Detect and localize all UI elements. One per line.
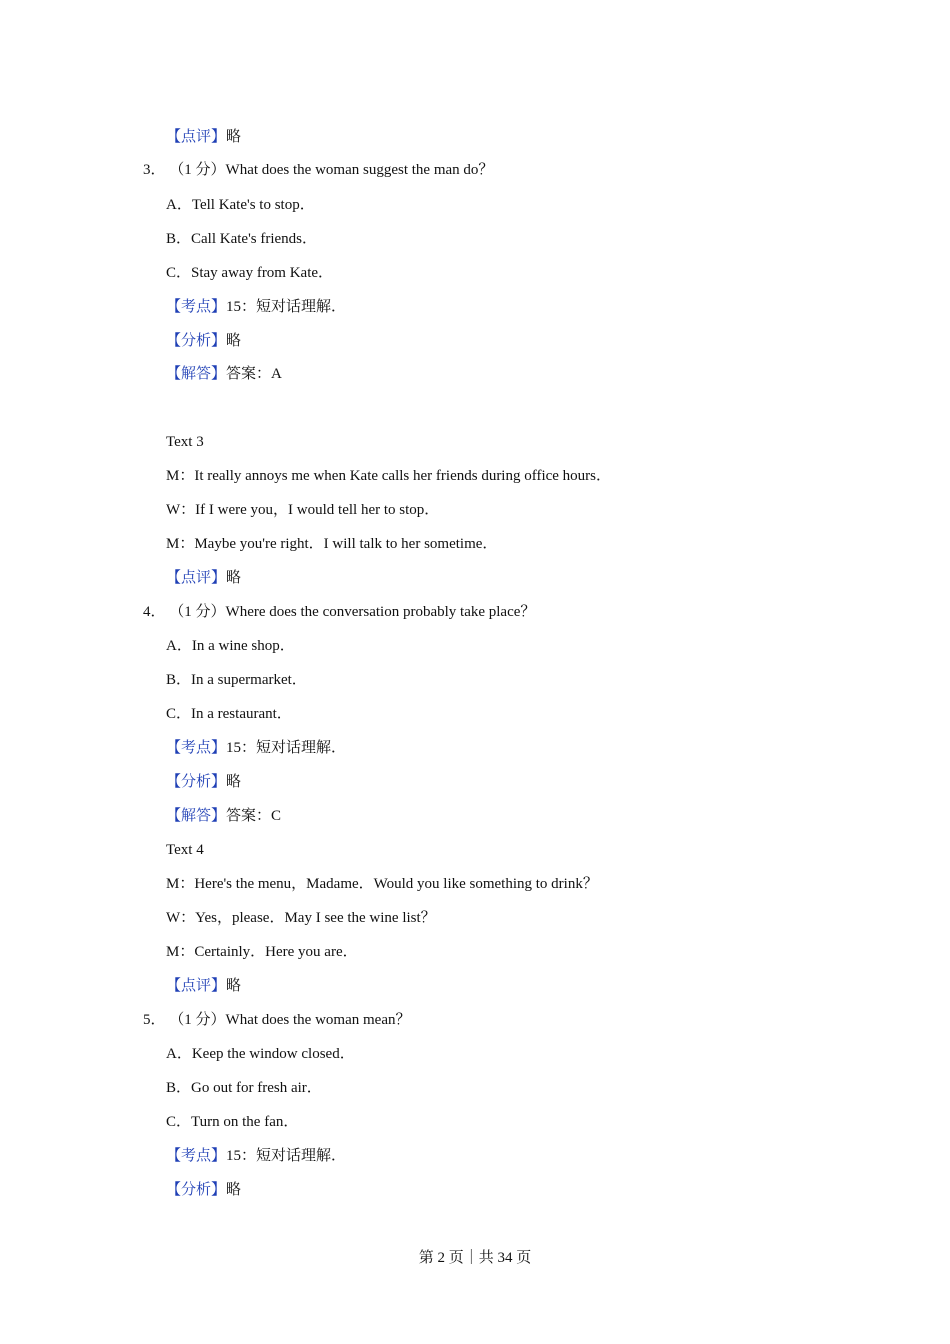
q5-point: 【考点】15：短对话理解． (166, 1148, 347, 1164)
q3-answer: 【解答】答案：A (166, 366, 282, 382)
q5-analysis: 【分析】略 (166, 1182, 242, 1198)
q3-analysis: 【分析】略 (166, 333, 242, 349)
q4-option-b: B．In a supermarket． (166, 672, 307, 688)
q4-transcript-line-3: M：Certainly．Here you are． (166, 944, 358, 960)
q5-option-c: C．Turn on the fan． (166, 1114, 299, 1130)
page-footer: 第 2 页｜共 34 页 (418, 1250, 532, 1266)
q4-option-a: A．In a wine shop． (166, 638, 295, 654)
q4-transcript-line-1: M：Here's the menu，Madame．Would you like something to drink？ (166, 876, 598, 892)
q5-option-a: A．Keep the window closed． (166, 1046, 355, 1062)
q3-transcript-line-1: M：It really annoys me when Kate calls her friends during office hours． (166, 468, 612, 484)
q4-analysis: 【分析】略 (166, 774, 242, 790)
question-5: 5． （1 分）What does the woman mean？ (143, 1012, 411, 1028)
question-4: 4． （1 分）Where does the conversation probably take place？ (143, 604, 536, 620)
q4-option-c: C．In a restaurant． (166, 706, 292, 722)
q3-transcript-title: Text 3 (166, 434, 204, 450)
q3-transcript-line-3: M：Maybe you're right．I will talk to her sometime． (166, 536, 498, 552)
q4-point: 【考点】15：短对话理解． (166, 740, 347, 756)
q3-transcript-line-2: W：If I were you，I would tell her to stop． (166, 502, 440, 518)
comment-line: 【点评】略 (166, 129, 242, 145)
q3-point: 【考点】15：短对话理解． (166, 299, 347, 315)
question-3: 3． （1 分）What does the woman suggest the man do？ (143, 162, 494, 178)
q3-option-b: B．Call Kate's friends． (166, 231, 318, 247)
comment-tag: 【点评】 (166, 129, 227, 145)
q3-comment: 【点评】略 (166, 570, 242, 586)
q5-option-b: B．Go out for fresh air． (166, 1080, 322, 1096)
q4-transcript-line-2: W：Yes，please．May I see the wine list？ (166, 910, 436, 926)
q4-comment: 【点评】略 (166, 978, 242, 994)
q3-option-c: C．Stay away from Kate． (166, 265, 334, 281)
q4-answer: 【解答】答案：C (166, 808, 282, 824)
q3-option-a: A．Tell Kate's to stop． (166, 197, 315, 213)
q4-transcript-title: Text 4 (166, 842, 204, 858)
